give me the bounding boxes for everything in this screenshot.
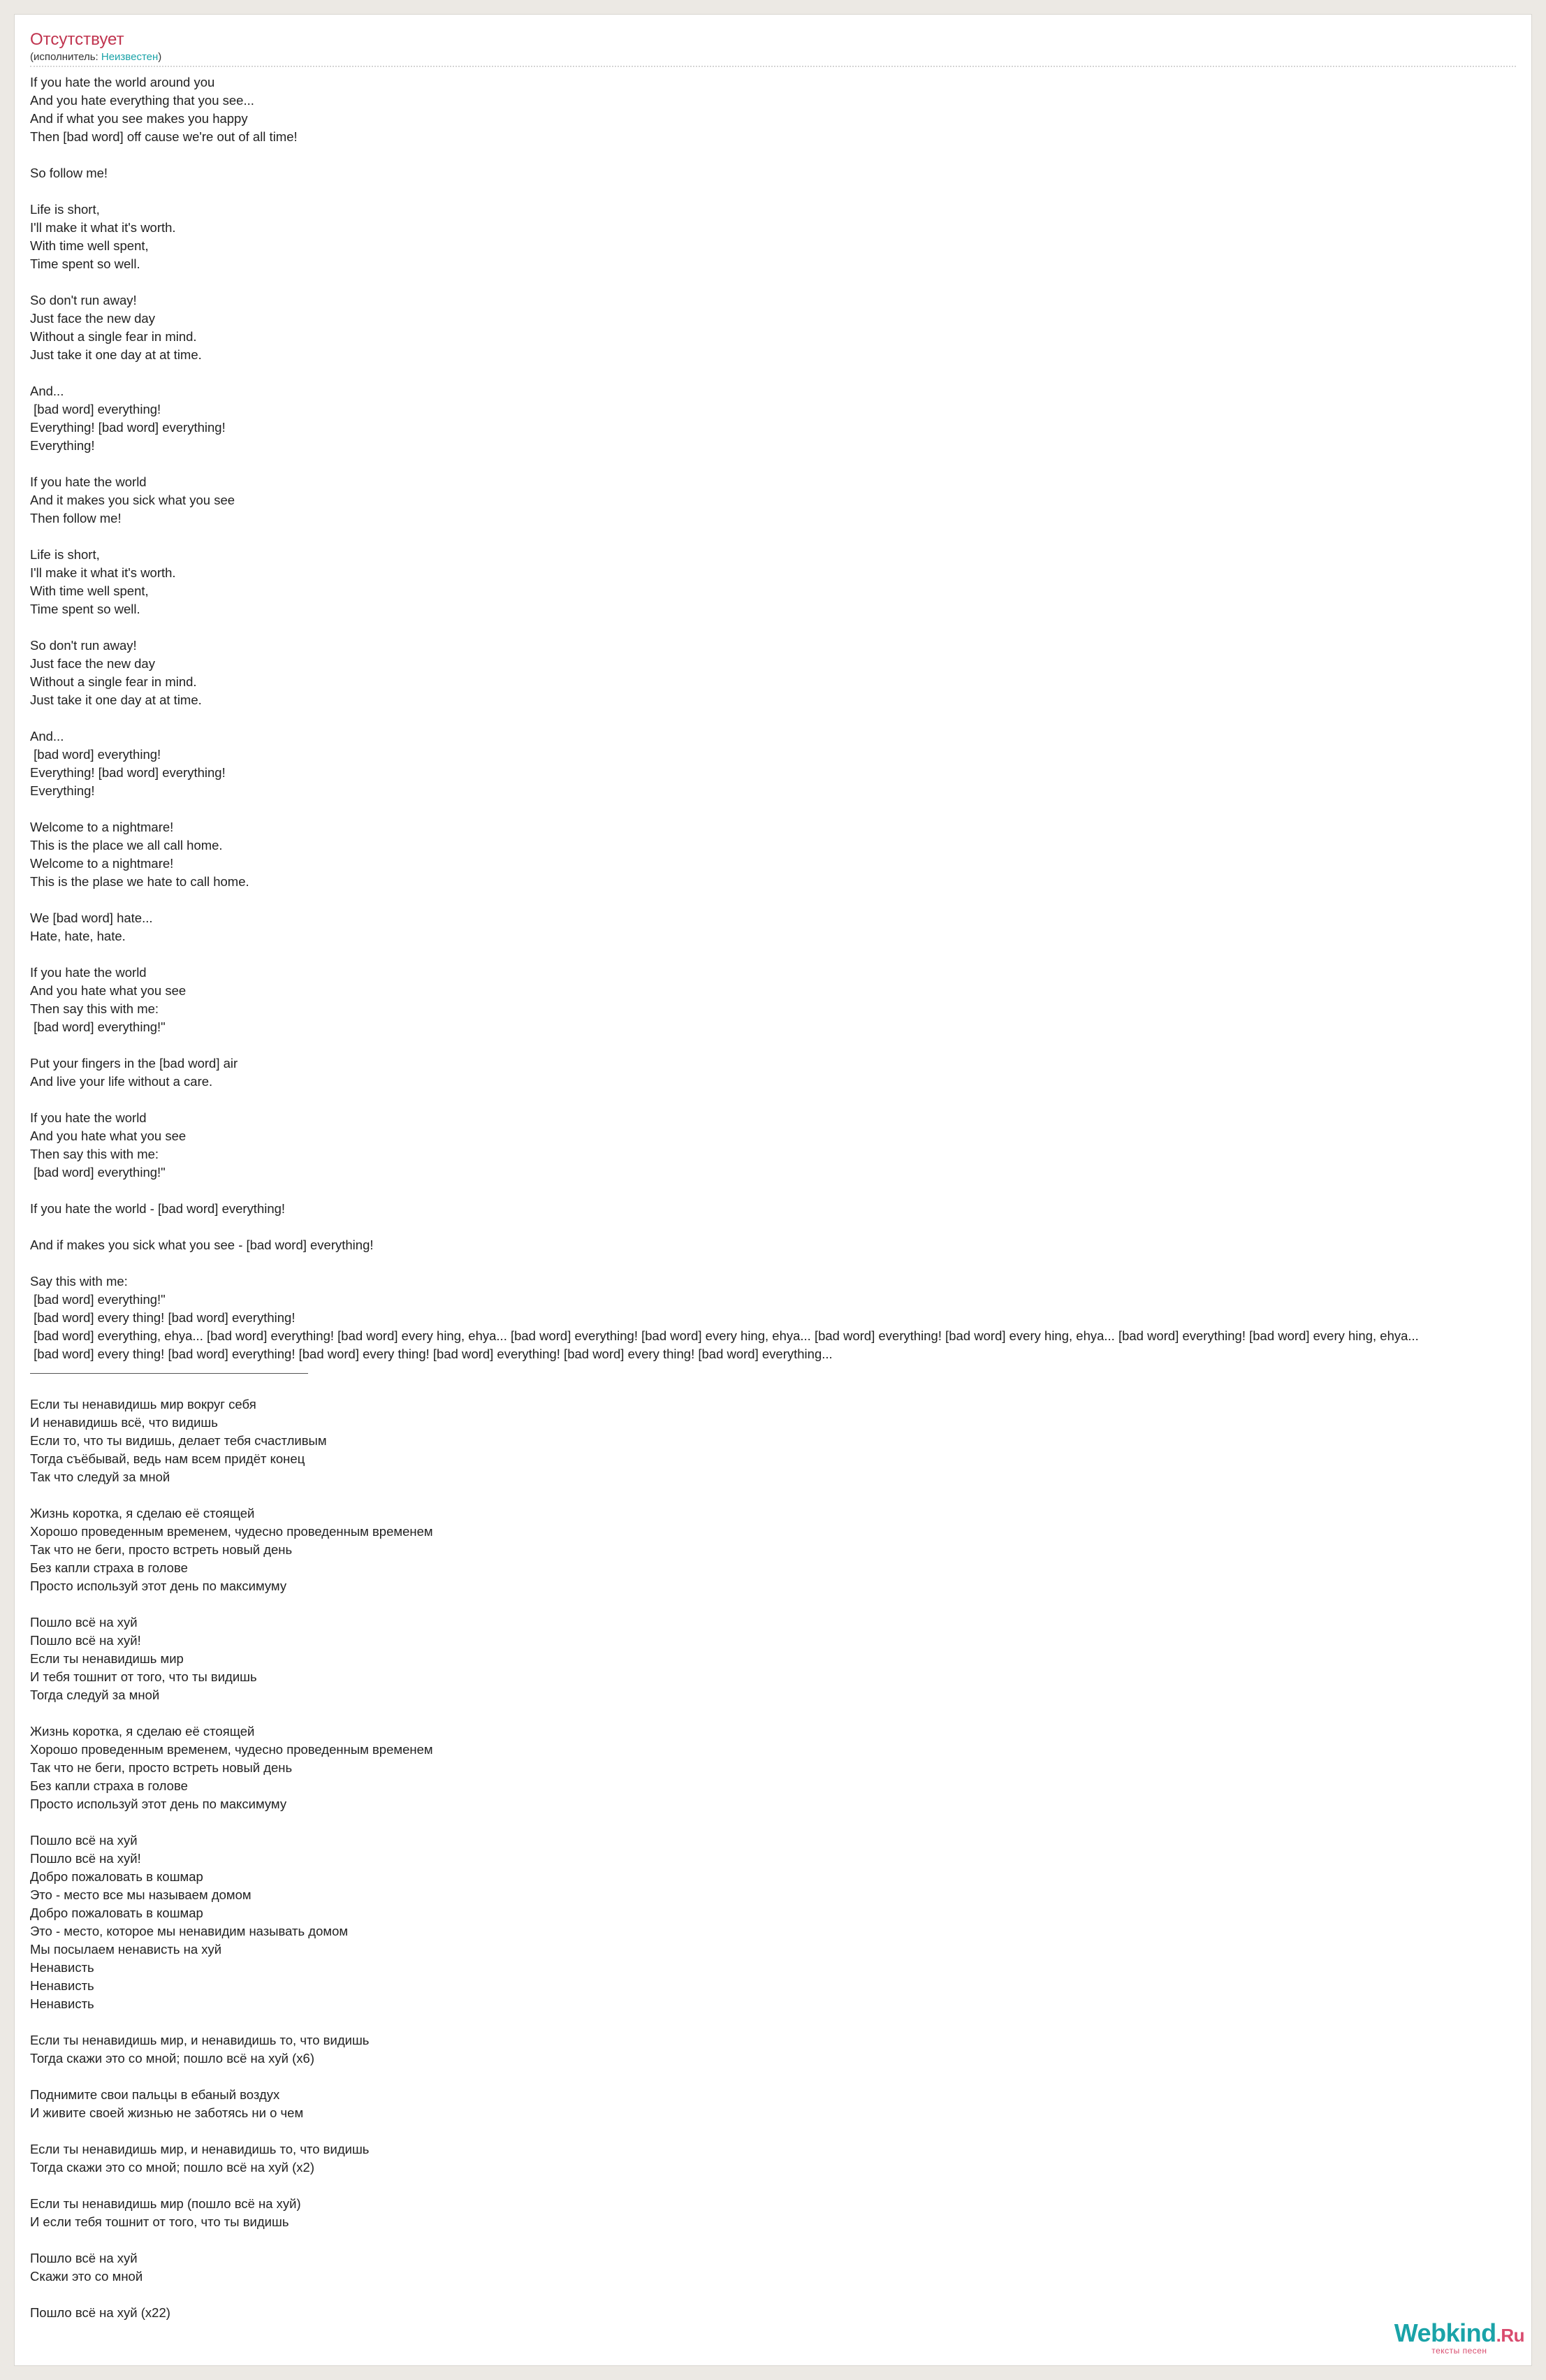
lyric-line: Тогда съёбывай, ведь нам всем придёт конец xyxy=(30,1451,305,1466)
lyric-line xyxy=(30,2068,1531,2086)
lyric-line xyxy=(30,528,1531,546)
lyric-line xyxy=(30,945,1531,964)
lyric-line xyxy=(30,2177,1531,2195)
lyric-line: И тебя тошнит от того, что ты видишь xyxy=(30,1669,257,1684)
lyric-line: Without a single fear in mind. xyxy=(30,674,197,689)
lyric-line: Everything! [bad word] everything! xyxy=(30,765,226,780)
lyric-line: Если ты ненавидишь мир xyxy=(30,1651,184,1666)
lyric-line: And you hate what you see xyxy=(30,983,187,998)
lyric-line: Everything! [bad word] everything! xyxy=(30,420,226,435)
lyric-line xyxy=(30,1036,1531,1054)
lyric-line: Ненависть xyxy=(30,1978,94,1993)
artist-prefix: (исполнитель: xyxy=(30,51,101,63)
lyric-line xyxy=(30,1182,1531,1200)
lyric-line: Это - место все мы называем домом xyxy=(30,1887,251,1902)
webkind-logo[interactable] xyxy=(1394,2320,1524,2356)
lyric-line: [bad word] everything! xyxy=(30,402,161,416)
lyric-line: Если ты ненавидишь мир (пошло всё на хуй) xyxy=(30,2196,301,2211)
lyric-line: Скажи это со мной xyxy=(30,2269,143,2284)
lyric-line: Пошло всё на хуй! xyxy=(30,1851,141,1866)
lyric-line: Then say this with me: xyxy=(30,1001,159,1016)
song-title: Отсутствует xyxy=(30,30,124,49)
lyric-line: Put your fingers in the [bad word] air xyxy=(30,1056,238,1071)
logo-name: Webkind xyxy=(1394,2319,1496,2347)
logo-tld: .Ru xyxy=(1496,2325,1524,2346)
lyric-line: Just face the new day xyxy=(30,656,155,671)
lyric-line xyxy=(30,2122,1531,2140)
lyric-line xyxy=(30,146,1531,164)
lyric-line: And you hate everything that you see... xyxy=(30,93,254,108)
lyric-line: Just take it one day at at time. xyxy=(30,347,202,362)
lyric-line: Просто используй этот день по максимуму xyxy=(30,1797,287,1811)
lyric-line xyxy=(30,891,1531,909)
lyric-line: [bad word] everything!" xyxy=(30,1292,166,1307)
lyric-line: Say this with me: xyxy=(30,1274,128,1289)
lyrics-original xyxy=(30,73,1531,1363)
lyric-line: If you hate the world xyxy=(30,474,147,489)
lyric-line: Ненависть xyxy=(30,1960,94,1975)
lyric-line xyxy=(30,2286,1531,2304)
lyric-line: And it makes you sick what you see xyxy=(30,493,235,507)
lyric-line xyxy=(30,2013,1531,2031)
lyric-line: И живите своей жизнью не заботясь ни о чем xyxy=(30,2105,304,2120)
lyric-line: [bad word] everything! xyxy=(30,747,161,762)
lyric-line xyxy=(30,618,1531,637)
lyric-line: And you hate what you see xyxy=(30,1129,187,1143)
lyric-line xyxy=(30,1595,1531,1613)
lyric-line: Хорошо проведенным временем, чудесно проведенным временем xyxy=(30,1742,433,1757)
lyric-line: Без капли страха в голове xyxy=(30,1560,188,1575)
lyric-line: If you hate the world around you xyxy=(30,75,215,89)
lyric-line: Если ты ненавидишь мир, и ненавидишь то, что видишь xyxy=(30,2033,370,2047)
lyric-line xyxy=(30,455,1531,473)
lyric-line: Time spent so well. xyxy=(30,602,140,616)
lyric-line: Если то, что ты видишь, делает тебя счастливым xyxy=(30,1433,327,1448)
lyric-line: And if makes you sick what you see - [bad word] everything! xyxy=(30,1238,374,1252)
lyric-line: Everything! xyxy=(30,438,95,453)
lyric-line: If you hate the world xyxy=(30,1110,147,1125)
lyric-line: Мы посылаем ненависть на хуй xyxy=(30,1942,222,1957)
lyric-line: Если ты ненавидишь мир, и ненавидишь то, что видишь xyxy=(30,2142,370,2156)
lyric-line xyxy=(30,709,1531,727)
lyric-line: So don't run away! xyxy=(30,293,137,307)
lyric-line xyxy=(30,1218,1531,1236)
lyric-line: Добро пожаловать в кошмар xyxy=(30,1906,203,1920)
lyric-line: Пошло всё на хуй! xyxy=(30,1633,141,1648)
lyric-line: Everything! xyxy=(30,783,95,798)
lyric-line xyxy=(30,1813,1531,1831)
lyric-line: Жизнь коротка, я сделаю её стоящей xyxy=(30,1724,255,1739)
lyric-line: Добро пожаловать в кошмар xyxy=(30,1869,203,1884)
lyric-line: If you hate the world - [bad word] everything! xyxy=(30,1201,286,1216)
artist-link[interactable]: Неизвестен xyxy=(101,51,159,63)
lyric-line: Хорошо проведенным временем, чудесно проведенным временем xyxy=(30,1524,433,1539)
lyric-line: If you hate the world xyxy=(30,965,147,980)
lyric-line: [bad word] every thing! [bad word] everything! xyxy=(30,1310,296,1325)
lyric-line: This is the plase we hate to call home. xyxy=(30,874,249,889)
lyric-line: I'll make it what it's worth. xyxy=(30,220,176,235)
lyrics-translation xyxy=(30,1395,1531,2322)
lyric-line: Life is short, xyxy=(30,202,100,217)
lyric-line: And... xyxy=(30,384,64,398)
lyric-line: I'll make it what it's worth. xyxy=(30,565,176,580)
lyric-line: Если ты ненавидишь мир вокруг себя xyxy=(30,1397,256,1412)
lyric-line: Так что не беги, просто встреть новый день xyxy=(30,1542,293,1557)
lyric-line xyxy=(30,364,1531,382)
lyric-line: [bad word] every thing! [bad word] everything! [bad word] every thing! [bad word] everything! [bad word] every thing! [bad word] everything... xyxy=(30,1347,833,1361)
lyric-line xyxy=(30,2231,1531,2249)
lyric-line: Then say this with me: xyxy=(30,1147,159,1161)
lyric-line: Without a single fear in mind. xyxy=(30,329,197,344)
lyric-line xyxy=(30,182,1531,201)
lyric-line: And live your life without a care. xyxy=(30,1074,213,1089)
lyric-line: [bad word] everything!" xyxy=(30,1020,166,1034)
lyric-line: So follow me! xyxy=(30,166,108,180)
lyric-line: Пошло всё на хуй xyxy=(30,1615,138,1630)
lyric-line: This is the place we all call home. xyxy=(30,838,223,852)
lyric-line xyxy=(30,800,1531,818)
lyric-line: Hate, hate, hate. xyxy=(30,929,126,943)
lyric-line: Welcome to a nightmare! xyxy=(30,856,174,871)
lyric-line: Then [bad word] off cause we're out of all time! xyxy=(30,129,298,144)
lyric-line: Just take it one day at at time. xyxy=(30,692,202,707)
lyric-line: [bad word] everything!" xyxy=(30,1165,166,1180)
lyric-line: So don't run away! xyxy=(30,638,137,653)
lyric-line: With time well spent, xyxy=(30,583,149,598)
lyric-line: Так что следуй за мной xyxy=(30,1470,170,1484)
lyric-line: With time well spent, xyxy=(30,238,149,253)
lyric-line: Time spent so well. xyxy=(30,256,140,271)
lyric-line: Пошло всё на хуй (x22) xyxy=(30,2305,170,2320)
lyric-line: Это - место, которое мы ненавидим называть домом xyxy=(30,1924,349,1938)
translation-separator xyxy=(30,1373,308,1374)
header-divider xyxy=(30,66,1516,67)
lyric-line: [bad word] everything, ehya... [bad word] everything! [bad word] every hing, ehya... [bad word] everything! [bad word] every hing, ehya... [bad word] everything! [bad word] every hing, ehya... [bad word] everything! [bad word] every hing, ehya... xyxy=(30,1328,1419,1343)
lyric-line: And... xyxy=(30,729,64,743)
lyric-line: Welcome to a nightmare! xyxy=(30,820,174,834)
lyric-line: Ненависть xyxy=(30,1996,94,2011)
lyric-line: Life is short, xyxy=(30,547,100,562)
lyric-line xyxy=(30,1704,1531,1722)
lyric-line: Then follow me! xyxy=(30,511,122,525)
lyric-line: Just face the new day xyxy=(30,311,155,326)
lyric-line: And if what you see makes you happy xyxy=(30,111,248,126)
lyric-line: Поднимите свои пальцы в ебаный воздух xyxy=(30,2087,280,2102)
lyric-line: И ненавидишь всё, что видишь xyxy=(30,1415,218,1430)
lyric-line xyxy=(30,1254,1531,1272)
lyric-line: Жизнь коротка, я сделаю её стоящей xyxy=(30,1506,255,1521)
lyrics-card xyxy=(14,14,1532,2366)
lyric-line: Тогда скажи это со мной; пошло всё на хуй (x2) xyxy=(30,2160,314,2175)
lyric-line: Просто используй этот день по максимуму xyxy=(30,1579,287,1593)
lyric-line: Тогда скажи это со мной; пошло всё на хуй (x6) xyxy=(30,2051,314,2066)
artist-suffix: ) xyxy=(158,51,162,63)
lyric-line xyxy=(30,1486,1531,1504)
lyric-line: Так что не беги, просто встреть новый день xyxy=(30,1760,293,1775)
lyric-line: Без капли страха в голове xyxy=(30,1778,188,1793)
lyric-line: We [bad word] hate... xyxy=(30,910,153,925)
lyric-line xyxy=(30,1091,1531,1109)
lyric-line: Пошло всё на хуй xyxy=(30,2251,138,2265)
lyric-line: Пошло всё на хуй xyxy=(30,1833,138,1848)
lyric-line xyxy=(30,273,1531,291)
lyric-line: Тогда следуй за мной xyxy=(30,1688,160,1702)
artist-line xyxy=(30,51,161,63)
lyrics-body xyxy=(30,73,1531,2322)
logo-tagline: тексты песен xyxy=(1431,2346,1487,2356)
lyric-line: И если тебя тошнит от того, что ты видишь xyxy=(30,2214,289,2229)
